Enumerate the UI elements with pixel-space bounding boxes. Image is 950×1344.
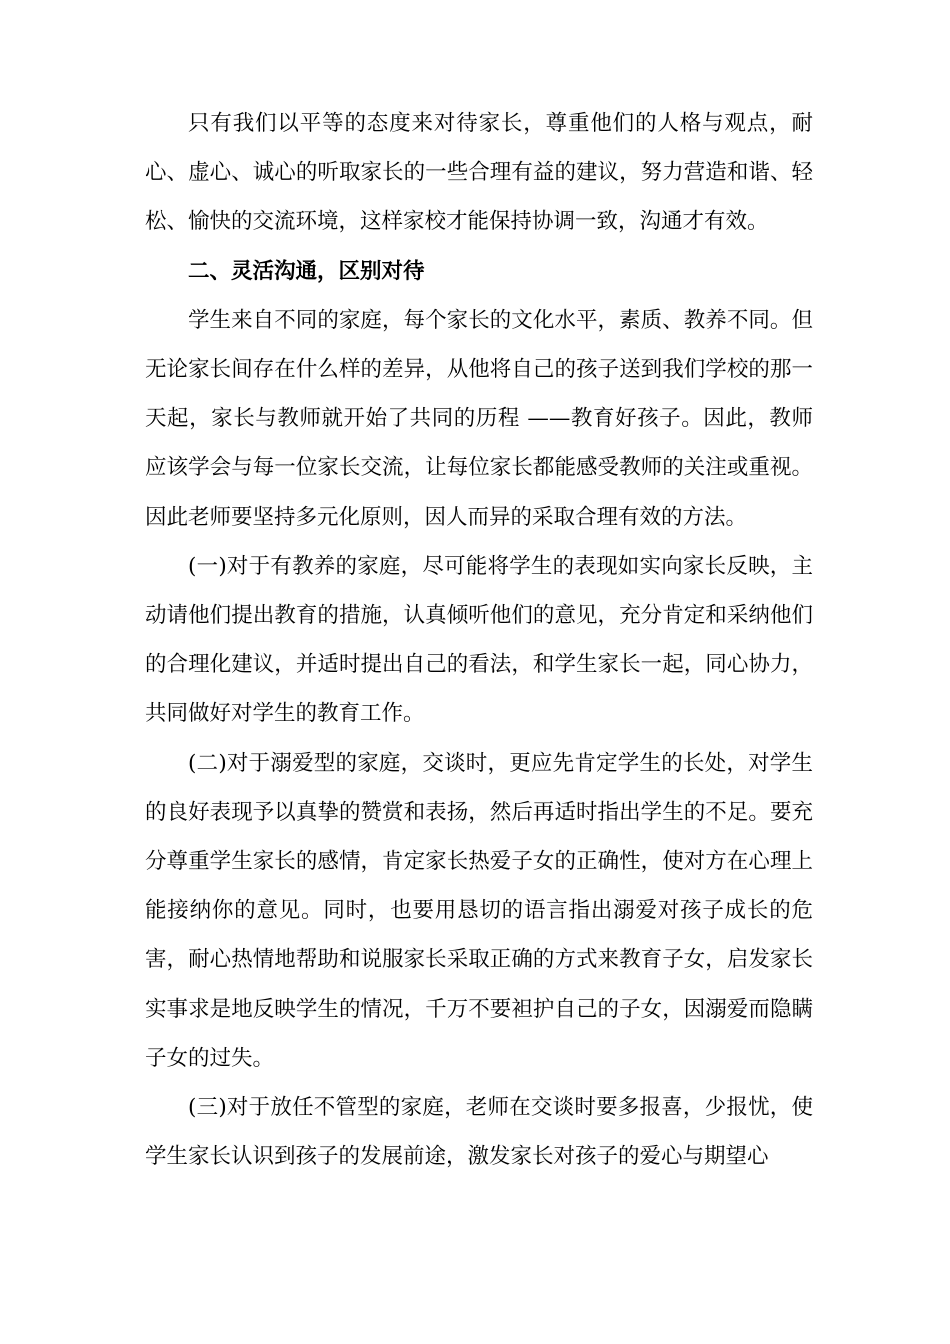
paragraph-different-families: 学生来自不同的家庭，每个家长的文化水平，素质、教养不同。但无论家长间存在什么样的差异，从他将自己的孩子送到我们学校的那一天起，家长与教师就开始了共同的历程 ——教育好孩子。因此，教师应该学会与每一位家长交流，让每位家长都能感受教师的关注或重视。因此老师要坚持多元化原则，因人而异的采取合理有效的方法。: [145, 307, 813, 530]
paragraph-doting-family: (二)对于溺爱型的家庭，交谈时，更应先肯定学生的长处，对学生的良好表现予以真挚的赞赏和表扬，然后再适时指出学生的不足。要充分尊重学生家长的感情，肯定家长热爱子女的正确性，使对方在心理上能接纳你的意见。同时，也要用恳切的语言指出溺爱对孩子成长的危害，耐心热情地帮助和说服家长采取正确的方式来教育子女，启发家长实事求是地反映学生的情况，千万不要袒护自己的子女，因溺爱而隐瞒子女的过失。: [145, 750, 813, 1071]
section-heading-flexible-communication: 二、灵活沟通，区别对待: [188, 258, 425, 284]
paragraph-equal-attitude: 只有我们以平等的态度来对待家长，尊重他们的人格与观点，耐心、虚心、诚心的听取家长的一些合理有益的建议，努力营造和谐、轻松、愉快的交流环境，这样家校才能保持协调一致，沟通才有效。: [145, 111, 813, 235]
paragraph-laissez-faire-family: (三)对于放任不管型的家庭，老师在交谈时要多报喜，少报忧，使学生家长认识到孩子的发展前途，激发家长对孩子的爱心与期望心: [145, 1095, 813, 1170]
document-body: [145, 99, 813, 1181]
paragraph-educated-family: (一)对于有教养的家庭，尽可能将学生的表现如实向家长反映，主动请他们提出教育的措施，认真倾听他们的意见，充分肯定和采纳他们的合理化建议，并适时提出自己的看法，和学生家长一起，同心协力，共同做好对学生的教育工作。: [145, 553, 813, 727]
